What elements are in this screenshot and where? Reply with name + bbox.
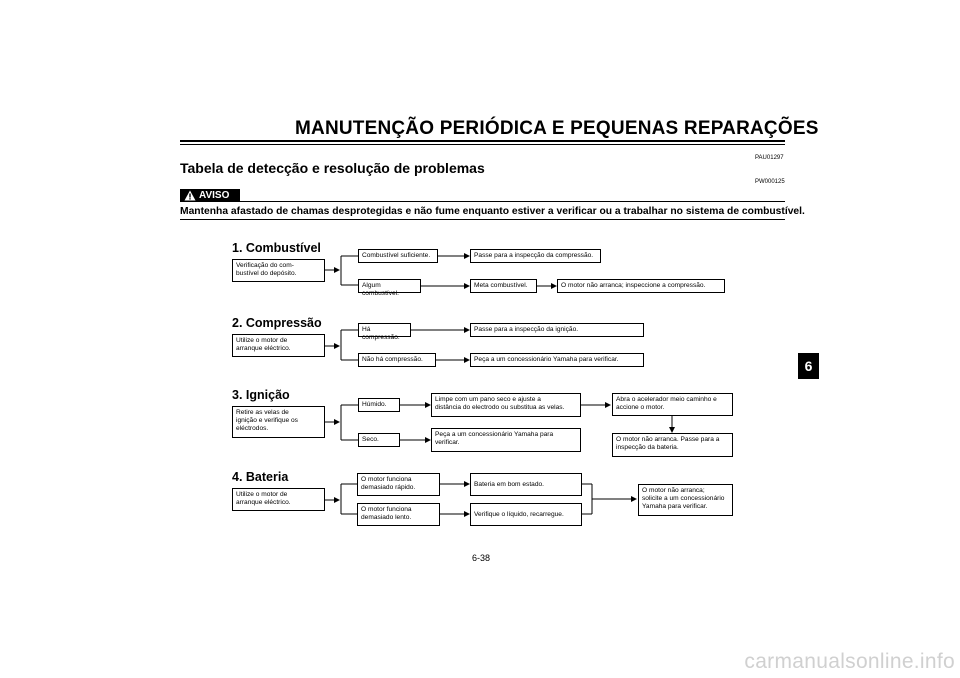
ignition-open-throttle: Abra o acelerador meio caminho e accione o motor. [612, 393, 733, 416]
fuel-branch-some-result: O motor não arranca; inspeccione a compressão. [557, 279, 725, 293]
section-code: PAU01297 [755, 155, 784, 161]
fuel-add-step: Meta combustível. [470, 279, 537, 293]
fuel-branch-sufficient-result: Passe para a inspecção da compressão. [470, 249, 601, 263]
ignition-wet-result: O motor não arranca. Passe para a inspecção da bateria. [612, 433, 733, 457]
section-heading-compression: 2. Compressão [232, 316, 322, 330]
section-heading-fuel: 1. Combustível [232, 241, 321, 255]
ignition-start-box: Retire as velas de ignição e verifique os eléctrodos. [232, 406, 325, 438]
fuel-branch-sufficient: Combustível suficiente. [358, 249, 438, 263]
ignition-branch-dry: Seco. [358, 433, 400, 447]
battery-final-result: O motor não arranca; solicite a um concessionário Yamaha para verificar. [638, 484, 733, 516]
section-heading-ignition: 3. Ignição [232, 388, 290, 402]
ignition-dry-result: Peça a um concessionário Yamaha para verificar. [431, 428, 581, 452]
fuel-start-box: Verificação do com- bustível do depósito. [232, 259, 325, 282]
battery-branch-slow: O motor funciona demasiado lento. [357, 503, 440, 526]
section-subtitle: Tabela de detecção e resolução de problemas [180, 160, 485, 176]
compression-branch-yes-result: Passe para a inspecção da ignição. [470, 323, 644, 337]
ignition-branch-wet: Húmido. [358, 398, 400, 412]
battery-start-box: Utilize o motor de arranque eléctrico. [232, 488, 325, 511]
ignition-clean-step: Limpe com um pano seco e ajuste a distância do electrodo ou substitua as velas. [431, 393, 581, 417]
battery-branch-fast: O motor funciona demasiado rápido. [357, 473, 440, 496]
compression-branch-yes: Há compressão. [358, 323, 411, 337]
warning-label: AVISO [199, 190, 230, 201]
chapter-tab: 6 [798, 353, 819, 379]
warning-code: PW000125 [755, 179, 785, 185]
compression-branch-no-result: Peça a um concessionário Yamaha para verificar. [470, 353, 644, 367]
compression-branch-no: Não há compressão. [358, 353, 436, 367]
section-heading-battery: 4. Bateria [232, 470, 289, 484]
watermark: carmanualsonline.info [744, 650, 955, 673]
page-title: MANUTENÇÃO PERIÓDICA E PEQUENAS REPARAÇÕES [295, 118, 819, 139]
battery-branch-slow-result: Verifique o líquido, recarregue. [470, 503, 582, 526]
compression-start-box: Utilize o motor de arranque eléctrico. [232, 334, 325, 357]
page-number: 6-38 [472, 553, 491, 563]
warning-text: Mantenha afastado de chamas desprotegidas e não fume enquanto estiver a verificar ou a trabalhar no sistema de combustível. [180, 206, 805, 217]
battery-branch-fast-result: Bateria em bom estado. [470, 473, 582, 496]
fuel-branch-some: Algum combustível. [358, 279, 421, 293]
